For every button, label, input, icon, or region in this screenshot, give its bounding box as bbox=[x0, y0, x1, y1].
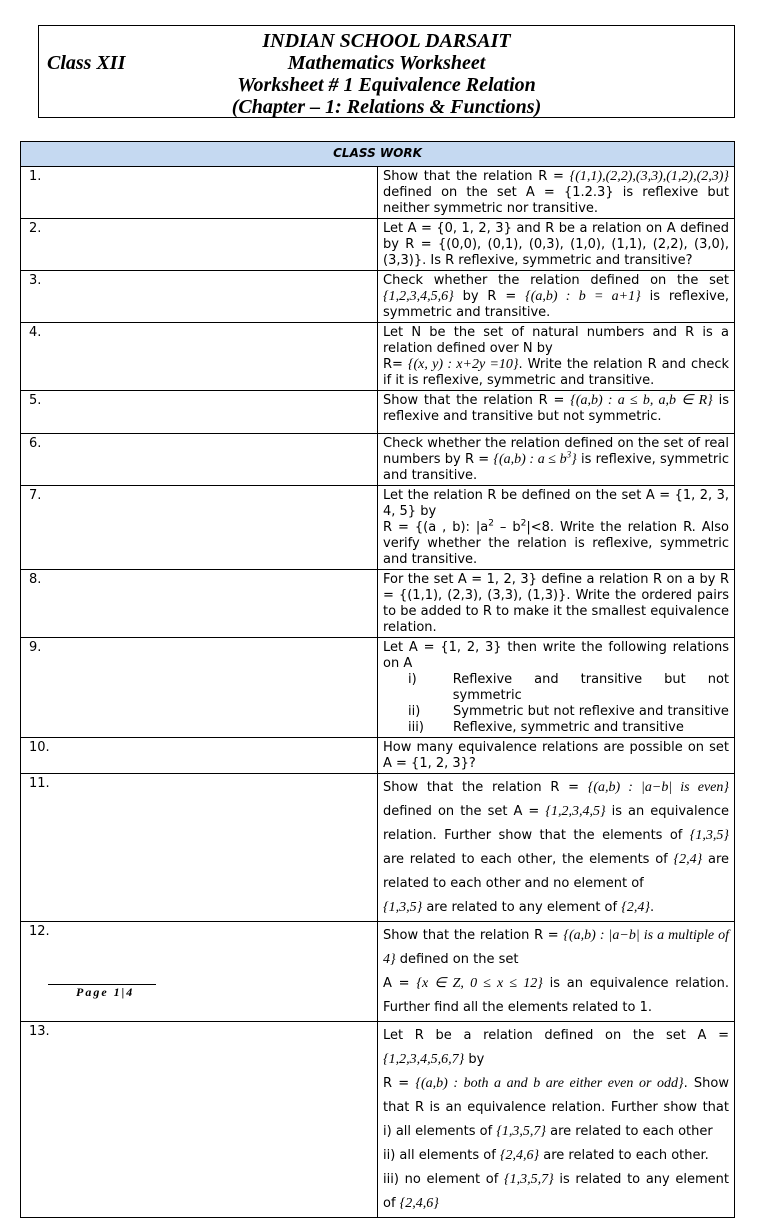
question-number: 10. bbox=[21, 738, 378, 774]
question-row bbox=[21, 271, 735, 323]
question-row bbox=[21, 323, 735, 391]
question-row bbox=[21, 219, 735, 271]
question-text: Let A = {1, 2, 3} then write the following relations on A i) Reflexive and transitive but not symmetric ii) Symmetric but not reflexive and transitive iii) Reflexive, symmetric and transitive bbox=[378, 638, 735, 738]
question-number: 12. bbox=[21, 922, 378, 1022]
question-number: 5. bbox=[21, 391, 378, 434]
math-expression: {(x, y) : x+2y =10} bbox=[407, 357, 519, 372]
math-expression: {(1,1),(2,2),(3,3),(1,2),(2,3)} bbox=[569, 169, 729, 184]
sub-question-list bbox=[383, 672, 729, 736]
math-expression: {(a,b) : both a and b are either even or odd} bbox=[415, 1076, 684, 1091]
worksheet-title: Worksheet # 1 Equivalence Relation bbox=[237, 74, 536, 96]
question-row bbox=[21, 486, 735, 570]
class-label: Class XII bbox=[47, 52, 126, 74]
question-row bbox=[21, 774, 735, 922]
math-expression: {1,3,5,7} bbox=[496, 1124, 547, 1139]
school-name: INDIAN SCHOOL DARSAIT bbox=[262, 30, 511, 52]
question-row bbox=[21, 638, 735, 738]
math-expression: {2,4,6} bbox=[399, 1196, 439, 1211]
math-expression: {x ∈ Z, 0 ≤ x ≤ 12} bbox=[416, 976, 543, 991]
math-expression: {(a,b) : a ≤ b, a,b ∈ R} bbox=[570, 393, 713, 408]
question-number: 7. bbox=[21, 486, 378, 570]
question-text: How many equivalence relations are possible on set A = {1, 2, 3}? bbox=[378, 738, 735, 774]
question-row bbox=[21, 922, 735, 1022]
question-number: 11. bbox=[21, 774, 378, 922]
questions-table bbox=[20, 141, 735, 1218]
sub-question: ii) Symmetric but not reflexive and transitive bbox=[408, 704, 729, 719]
math-expression: {(a,b) : b = a+1} bbox=[525, 289, 641, 304]
question-number: 4. bbox=[21, 323, 378, 391]
question-number: 6. bbox=[21, 434, 378, 486]
question-number: 3. bbox=[21, 271, 378, 323]
question-row bbox=[21, 391, 735, 434]
math-expression: {(a,b) : |a−b| is a multiple of 4} bbox=[383, 928, 729, 967]
question-text: Let A = {0, 1, 2, 3} and R be a relation on A defined by R = {(0,0), (0,1), (0,3), (1,0), (1,1), (2,2), (3,0), (3,3)}. Is R reflexive, symmetric and transitive? bbox=[378, 219, 735, 271]
math-expression: {1,2,3,4,5,6,7} bbox=[383, 1052, 465, 1067]
question-text: Let the relation R be defined on the set A = {1, 2, 3, 4, 5} by R = {(a , b): $|a^2 - b^2|<8$. Write the relation R. Also verify whether the relation is reflexive, symmetric and transitive. bbox=[378, 486, 735, 570]
question-row bbox=[21, 738, 735, 774]
question-text: Check whether the relation defined on the set of real numbers by R = {(a,b) : $a \le b^3$} is reflexive, symmetric and transitive. bbox=[378, 434, 735, 486]
section-header-row bbox=[21, 142, 735, 167]
math-expression: {1,2,3,4,5,6} bbox=[383, 289, 454, 304]
question-number: 1. bbox=[21, 167, 378, 219]
math-expression: {1,2,3,4,5} bbox=[545, 804, 606, 819]
question-text: Show that the relation R = {(a,b) : |a−b| is a multiple of 4} defined on the set A = {x ∈ Z, 0 ≤ x ≤ 12} is an equivalence relation. Further find all the elements related to 1. bbox=[378, 922, 735, 1022]
question-row bbox=[21, 1022, 735, 1218]
question-number: 2. bbox=[21, 219, 378, 271]
question-text: Check whether the relation defined on the set {1,2,3,4,5,6} by R = {(a,b) : b = a+1} is reflexive, symmetric and transitive. bbox=[378, 271, 735, 323]
question-number: 9. bbox=[21, 638, 378, 738]
math-expression: {2,4} bbox=[673, 852, 703, 867]
page-footer: Page 1|4 bbox=[48, 984, 156, 999]
math-expression: {(a,b) : |a−b| is even} bbox=[587, 780, 729, 795]
math-expression: {1,3,5,7} bbox=[503, 1172, 554, 1187]
sub-question: iii) Reflexive, symmetric and transitive bbox=[408, 720, 684, 735]
worksheet-header bbox=[38, 25, 735, 118]
question-row bbox=[21, 167, 735, 219]
question-row bbox=[21, 570, 735, 638]
question-number: 13. bbox=[21, 1022, 378, 1218]
section-title: CLASS WORK bbox=[21, 142, 735, 167]
question-text: Let R be a relation defined on the set A = {1,2,3,4,5,6,7} by R = {(a,b) : both a and b are either even or odd}. Show that R is an equivalence relation. Further show that i) all elements of {1,3,5,7} are related to each other ii) all elements of {2,4,6} are related to each other. iii) no element of {1,3,5,7} is related to any element of {2,4,6} bbox=[378, 1022, 735, 1218]
question-number: 8. bbox=[21, 570, 378, 638]
question-text: Let N be the set of natural numbers and R is a relation defined over N by R= {(x, y) : x+2y =10}. Write the relation R and check if it is reflexive, symmetric and transitive. bbox=[378, 323, 735, 391]
math-expression: {2,4,6} bbox=[499, 1148, 540, 1163]
math-expression: {2,4} bbox=[621, 900, 650, 915]
math-expression: {(a,b) : $a \le b^3$} bbox=[493, 449, 577, 467]
chapter-title: (Chapter – 1: Relations & Functions) bbox=[231, 96, 542, 118]
question-text: Show that the relation R = {(1,1),(2,2),(3,3),(1,2),(2,3)} defined on the set A = {1.2.3} is reflexive but neither symmetric nor transitive. bbox=[378, 167, 735, 219]
question-text: Show that the relation R = {(a,b) : a ≤ b, a,b ∈ R} is reflexive and transitive but not symmetric. bbox=[378, 391, 735, 434]
question-text: Show that the relation R = {(a,b) : |a−b| is even} defined on the set A = {1,2,3,4,5} is an equivalence relation. Further show that the elements of {1,3,5} are related to each other, the elements of {2,4} are related to each other and no element of {1,3,5} are related to any element of {2,4}. bbox=[378, 774, 735, 922]
question-text: For the set A = 1, 2, 3} define a relation R on a by R = {(1,1), (2,3), (3,3), (1,3)}. Write the ordered pairs to be added to R to make it the smallest equivalence relation. bbox=[378, 570, 735, 638]
question-row bbox=[21, 434, 735, 486]
math-expression: {1,3,5} bbox=[689, 828, 729, 843]
subject-title: Mathematics Worksheet bbox=[287, 52, 486, 74]
math-expression: {1,3,5} bbox=[383, 900, 423, 915]
sub-question: i) Reflexive and transitive but not symmetric bbox=[408, 672, 729, 703]
